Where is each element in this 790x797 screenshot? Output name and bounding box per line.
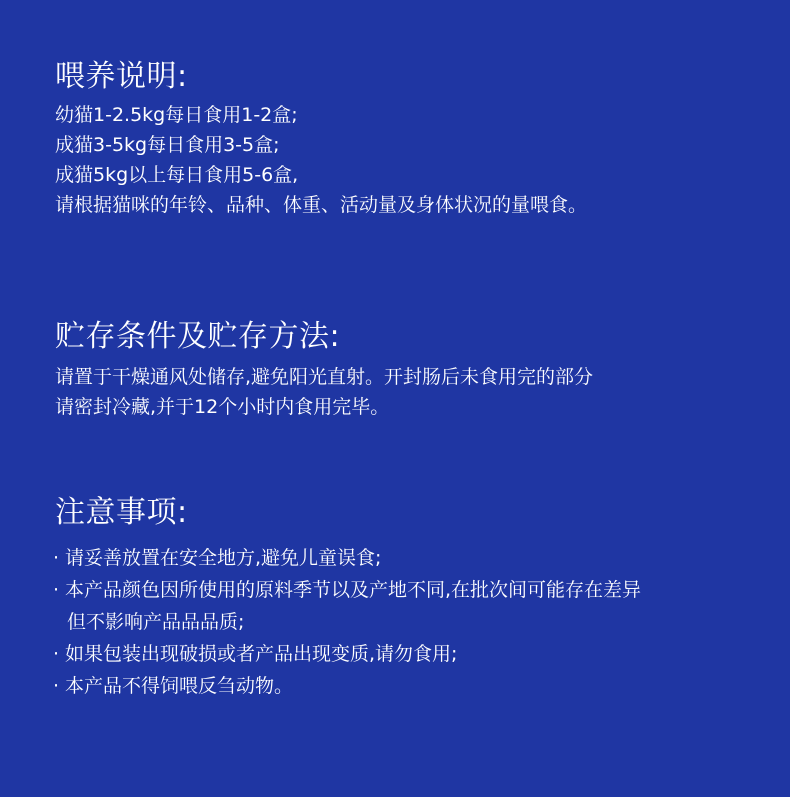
storage-body xyxy=(55,362,770,422)
notice-item-text: 如果包装出现破损或者产品出现变质,请勿食用; xyxy=(65,643,458,665)
notice-item-text: 本产品不得饲喂反刍动物。 xyxy=(65,675,294,697)
feeding-instructions-section xyxy=(55,58,770,220)
notice-item-text: 本产品颜色因所使用的原料季节以及产地不同,在批次间可能存在差异 xyxy=(65,579,642,601)
notice-section xyxy=(55,494,770,702)
bullet-dot: · xyxy=(53,579,60,601)
notice-item-continuation: 但不影响产品品品质; xyxy=(67,611,245,633)
feeding-instructions-title: 喂养说明: xyxy=(55,59,188,94)
bullet-dot: · xyxy=(53,675,60,697)
notice-item-text: 请妥善放置在安全地方,避免儿童误食; xyxy=(65,547,382,569)
feeding-line-kitten: 幼猫1-2.5kg每日食用1-2盒; xyxy=(55,104,298,126)
feeding-instructions-body xyxy=(55,100,770,220)
feeding-line-adult-3-5kg: 成猫3-5kg每日食用3-5盒; xyxy=(55,134,280,156)
storage-line-2: 请密封冷藏,并于12个小时内食用完毕。 xyxy=(55,396,390,418)
feeding-line-note: 请根据猫咪的年铃、品种、体重、活动量及身体状况的量喂食。 xyxy=(55,194,588,216)
notice-title: 注意事项: xyxy=(55,495,188,530)
notice-list xyxy=(55,542,770,702)
bullet-dot: · xyxy=(53,643,60,665)
notice-item xyxy=(55,670,770,702)
feeding-line-adult-5kg-plus: 成猫5kg以上每日食用5-6盒, xyxy=(55,164,299,186)
notice-item xyxy=(55,542,770,574)
notice-item xyxy=(55,638,770,670)
storage-section xyxy=(55,318,770,422)
bullet-dot: · xyxy=(53,547,60,569)
storage-line-1: 请置于干燥通风处储存,避免阳光直射。开封肠后未食用完的部分 xyxy=(55,366,594,388)
storage-title: 贮存条件及贮存方法: xyxy=(55,319,341,354)
notice-item xyxy=(55,574,770,606)
